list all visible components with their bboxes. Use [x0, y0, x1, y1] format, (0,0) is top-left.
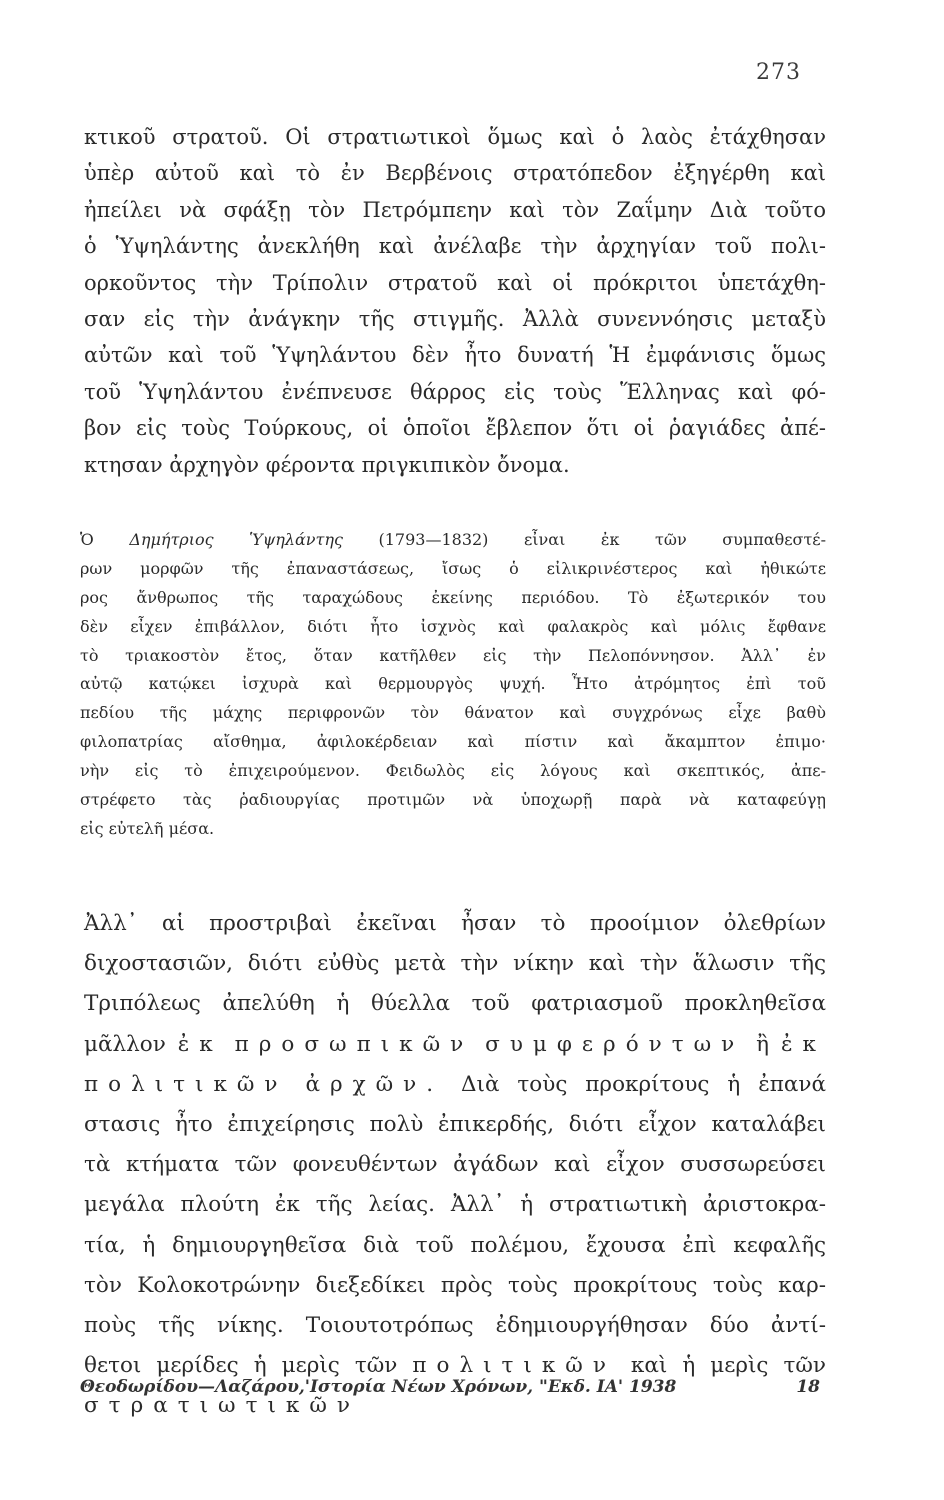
text-line: τὰ κτήματα τῶν φονευθέντων ἀγάδων καὶ εἶχον συσσωρεύσει	[84, 1152, 826, 1178]
text-line: κτικοῦ στρατοῦ. Οἱ στρατιωτικοὶ ὅμως καὶ ὁ λαὸς ἐτάχθησαν	[84, 125, 826, 149]
text-line	[84, 1025, 826, 1065]
text-line: ὑπὲρ αὐτοῦ καὶ τὸ ἐν Βερβένοις στρατόπεδον ἐξηγέρθη καὶ	[84, 161, 826, 186]
footnote-line: αὐτῷ κατῴκει ἰσχυρὰ καὶ θερμουργὸς ψυχή. Ἦτο ἀτρόμητος ἐπὶ τοῦ	[80, 674, 826, 694]
spaced-word: ἀρχῶν.	[305, 1071, 444, 1097]
footnote-name: Δημήτριος Ὑψηλάντης	[129, 530, 343, 549]
text-line: τὸν Κολοκοτρώνην διεξεδίκει πρὸς τοὺς προκρίτους τοὺς καρ-	[84, 1272, 826, 1298]
footnote-line: ρων μορφῶν τῆς ἐπαναστάσεως, ἴσως ὁ εἰλικρινέστερος καὶ ἠθικώτε	[80, 558, 826, 578]
text-line: τία, ἡ δημιουργηθεῖσα διὰ τοῦ πολέμου, ἔχουσα ἐπὶ κεφαλῆς	[84, 1232, 826, 1258]
footnote-article: Ὁ	[80, 530, 94, 549]
spaced-word: συμφερόντων	[485, 1031, 745, 1057]
footnote-line: τὸ τριακοστὸν ἔτος, ὅταν κατῆλθεν εἰς τὴν Πελοπόννησον. Ἀλλ᾽ ἐν	[80, 645, 826, 665]
footnote-line: στρέφετο τὰς ῥαδιουργίας προτιμῶν νὰ ὑποχωρῇ παρὰ νὰ καταφεύγῃ	[80, 790, 826, 810]
main-paragraph-1	[84, 119, 826, 483]
footnote-line: δὲν εἶχεν ἐπιβάλλον, διότι ἦτο ἰσχνὸς καὶ φαλακρὸς καὶ μόλις ἔφθανε	[80, 616, 826, 636]
spaced-word: ἐκ	[781, 1031, 826, 1057]
footnote-line: πεδίου τῆς μάχης περιφρονῶν τὸν θάνατον καὶ συγχρόνως εἶχε βαθὺ	[80, 703, 826, 723]
footnote-line: φιλοπατρίας αἴσθημα, ἀφιλοκέρδειαν καὶ πίστιν καὶ ἄκαμπτον ἐπιμο·	[80, 732, 826, 752]
text-line: μεγάλα πλούτη ἐκ τῆς λείας. Ἀλλ᾽ ἡ στρατιωτικὴ ἀριστοκρα-	[84, 1192, 826, 1218]
text-line: Ἀλλ᾽ αἱ προστριβαὶ ἐκεῖναι ἦσαν τὸ προοίμιον ὀλεθρίων	[84, 911, 826, 936]
text-line: αὐτῶν καὶ τοῦ Ὑψηλάντου δὲν ἦτο δυνατή Ἡ ἐμφάνισις ὅμως	[84, 343, 826, 368]
text-line: ὁ Ὑψηλάντης ἀνεκλήθη καὶ ἀνέλαβε τὴν ἀρχηγίαν τοῦ πολι-	[84, 234, 826, 259]
spaced-word: ἐκ	[177, 1031, 223, 1057]
footnote-biography	[80, 526, 826, 844]
footnote-line: νὴν εἰς τὸ ἐπιχειρούμενον. Φειδωλὸς εἰς λόγους καὶ σκεπτικός, ἀπε-	[80, 761, 826, 781]
spaced-word: στρατιωτικῶν	[84, 1393, 360, 1419]
text-line: στασις ἦτο ἐπιχείρησις πολὺ ἐπικερδής, διότι εἶχον καταλάβει	[84, 1111, 826, 1137]
page-footer	[80, 1377, 820, 1397]
text-line: σαν εἰς τὴν ἀνάγκην τῆς στιγμῆς. Ἀλλὰ συνεννόησις μεταξὺ	[84, 306, 826, 331]
text-line: Τριπόλεως ἀπελύθη ἡ θύελλα τοῦ φατριασμοῦ προκληθεῖσα	[84, 991, 826, 1017]
text-line: ἠπείλει νὰ σφάξῃ τὸν Πετρόμπεην καὶ τὸν Ζαΐμην Διὰ τοῦτο	[84, 197, 826, 222]
footnote-dates: (1793—1832) εἶναι ἐκ τῶν συμπαθεστέ-	[378, 530, 826, 549]
text-word: ἢ	[756, 1031, 770, 1057]
text-line: ορκοῦντος τὴν Τρίπολιν στρατοῦ καὶ οἱ πρόκριτοι ὑπετάχθη-	[84, 270, 826, 295]
text-line	[84, 1065, 826, 1105]
text-line: κτησαν ἀρχηγὸν φέροντα πριγκιπικὸν ὄνομα.	[84, 452, 570, 477]
footer-signature: Θεοδωρίδου—Λαζάρου,'Ιστορία Νέων Χρόνων, "Εκδ. ΙΑ' 1938	[80, 1377, 677, 1397]
text-line: βον εἰς τοὺς Τούρκους, οἱ ὁποῖοι ἔβλεπον ὅτι οἱ ῥαγιάδες ἀπέ-	[84, 416, 826, 441]
spaced-word: προσωπικῶν	[234, 1031, 474, 1057]
text-word: προκρίτους ἡ ἐπανά	[585, 1071, 826, 1097]
text-word: καὶ ἡ μερὶς τῶν	[630, 1353, 826, 1379]
footnote-line: ρος ἄνθρωπος τῆς ταραχώδους ἐκείνης περιόδου. Τὸ ἐξωτερικόν του	[80, 587, 826, 607]
text-word: μᾶλλον	[84, 1031, 166, 1057]
spaced-word: πολιτικῶν	[84, 1071, 288, 1097]
text-line: διχοστασιῶν, διότι εὐθὺς μετὰ τὴν νίκην καὶ τὴν ἅλωσιν τῆς	[84, 951, 826, 977]
footnote-line: εἰς εὐτελῆ μέσα.	[80, 818, 215, 838]
text-line: τοῦ Ὑψηλάντου ἐνέπνευσε θάρρος εἰς τοὺς Ἕλληνας καὶ φό-	[84, 379, 826, 404]
text-word: θετοι μερίδες ἡ μερὶς τῶν	[84, 1353, 398, 1379]
page-number: 273	[756, 60, 801, 85]
main-paragraph-2	[84, 904, 826, 1426]
text-line: ποὺς τῆς νίκης. Τοιουτοτρόπως ἐδημιουργήθησαν δύο ἀντί-	[84, 1312, 826, 1338]
text-word: Διὰ τοὺς	[461, 1071, 586, 1097]
footnote-line	[80, 526, 826, 555]
spaced-word: πολιτικῶν	[412, 1353, 616, 1379]
footer-sheet-number: 18	[796, 1377, 820, 1397]
